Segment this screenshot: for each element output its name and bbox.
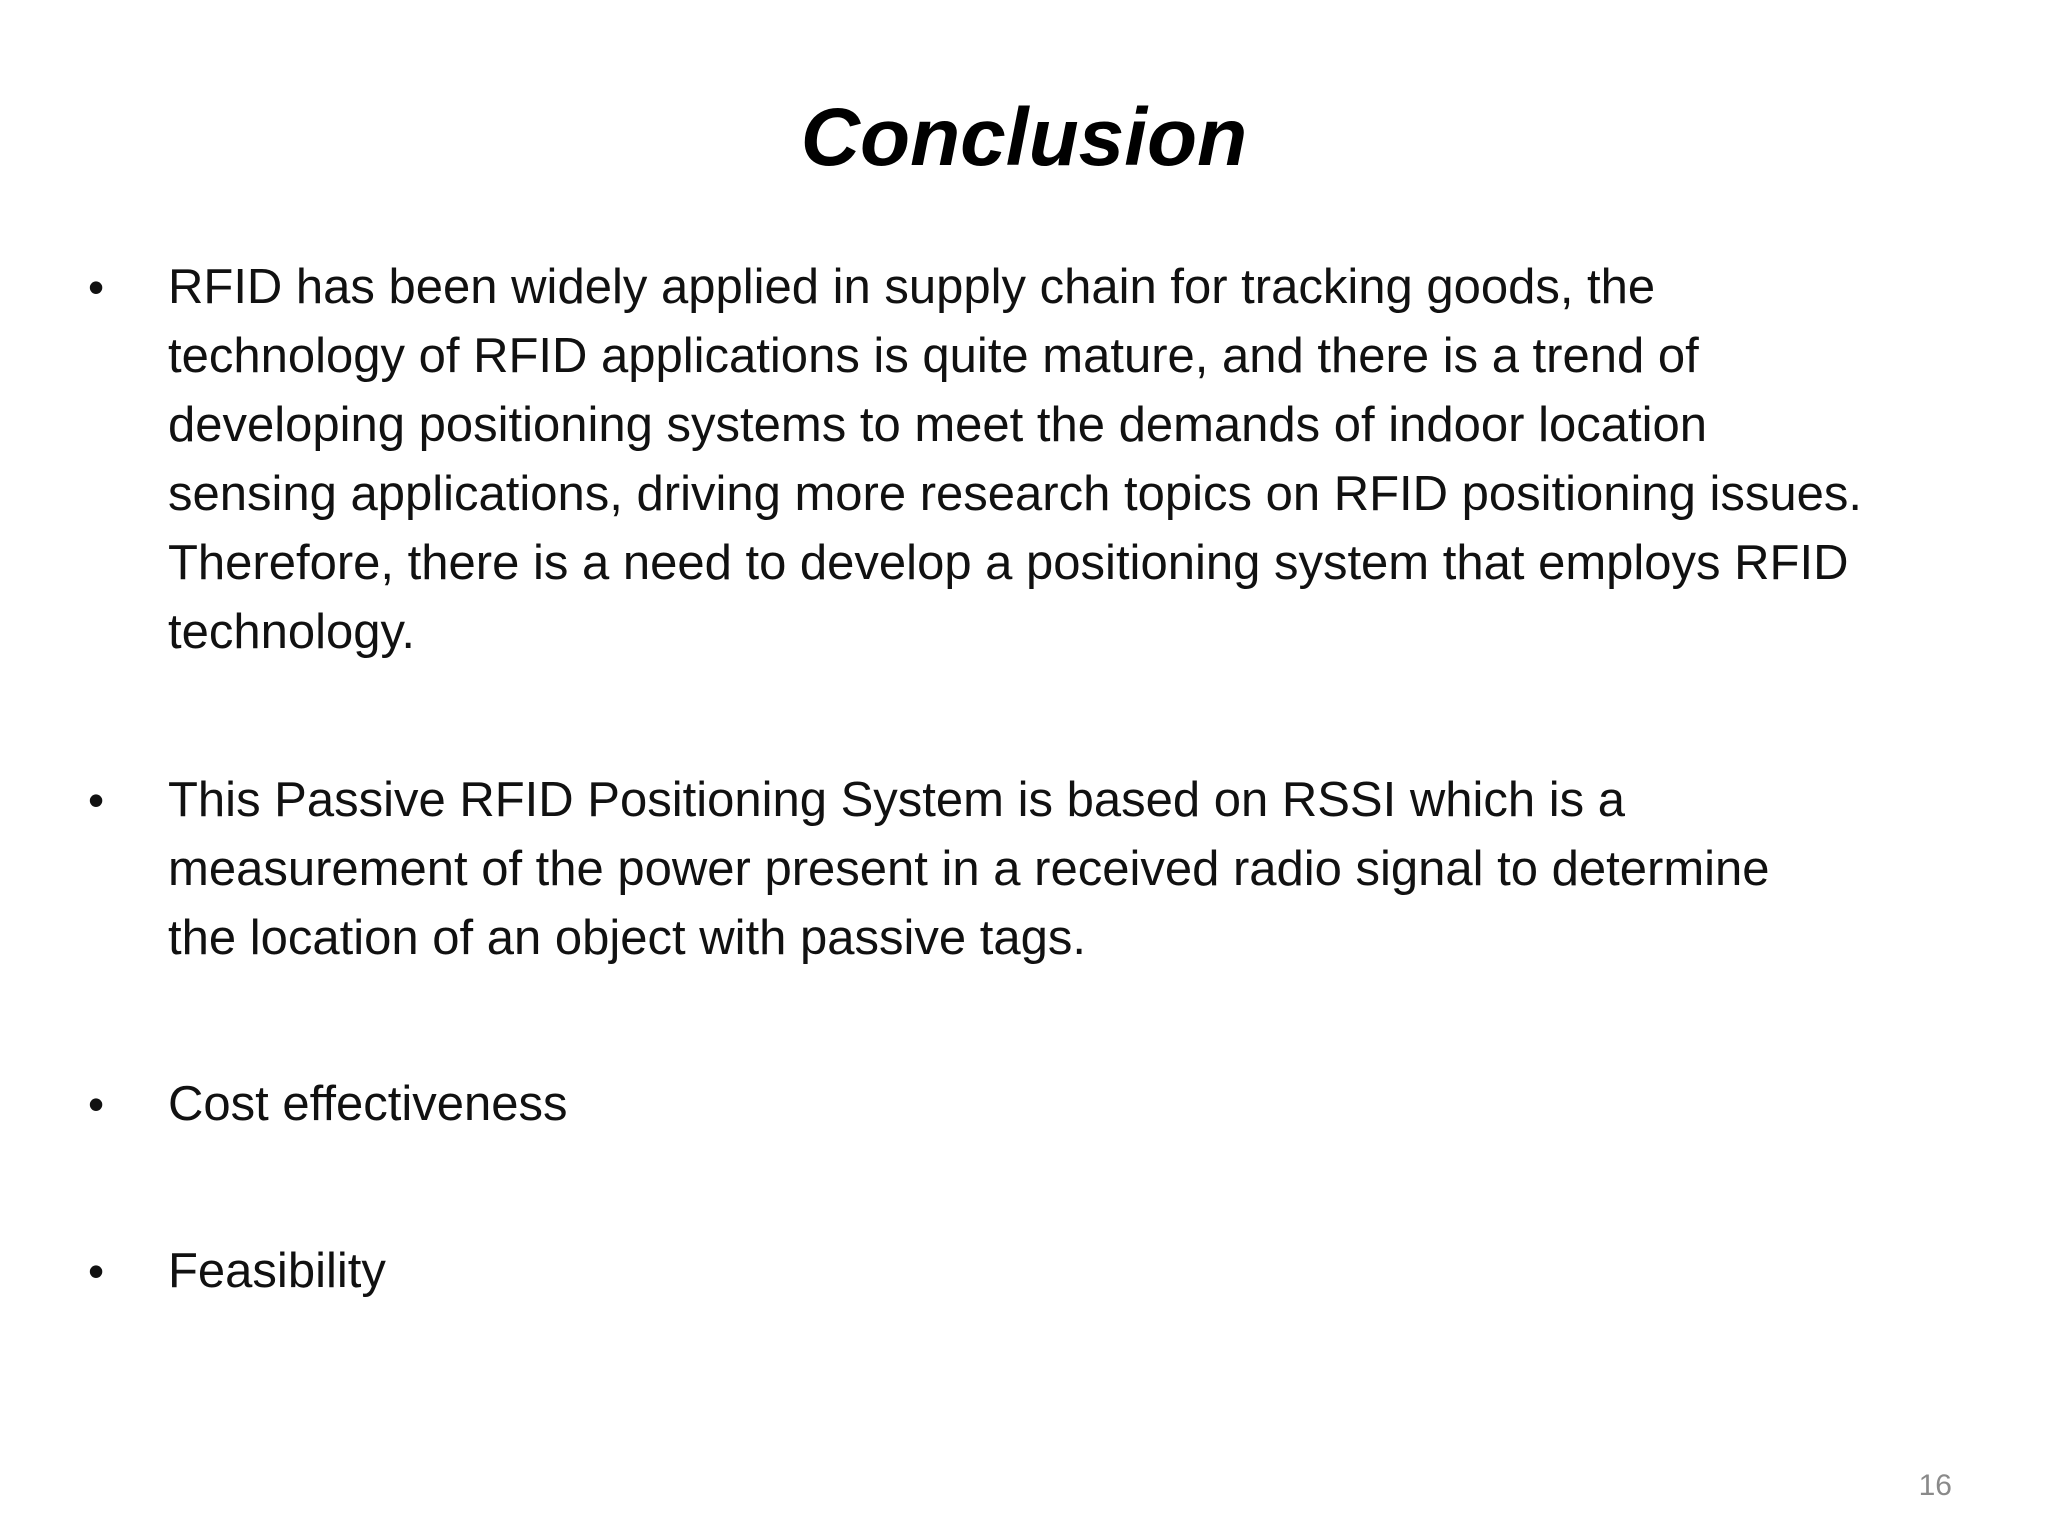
bullet-text: RFID has been widely applied in supply chain for tracking goods, the technology of RFID applications is quite mature, and there is a trend of developing positioning systems to meet the demands of indoor location sensing applications, driving more research topics on RFID positioning issues. Therefore, there is a need to develop a positioning system that employs RFID technology.: [168, 260, 1863, 659]
bullet-marker: •: [88, 1078, 105, 1130]
slide-title: Conclusion: [800, 92, 1248, 183]
bullet-text: This Passive RFID Positioning System is based on RSSI which is a measurement of the power present in a received radio signal to determine the location of an object with passive tags.: [168, 773, 1770, 965]
bullet-text: Cost effectiveness: [168, 1077, 568, 1131]
bullet-marker: •: [88, 1245, 105, 1297]
bullet-marker: •: [88, 774, 105, 826]
page-number: 16: [1918, 1469, 1952, 1502]
bullet-text: Feasibility: [168, 1244, 386, 1298]
bullet-marker: •: [88, 261, 105, 313]
